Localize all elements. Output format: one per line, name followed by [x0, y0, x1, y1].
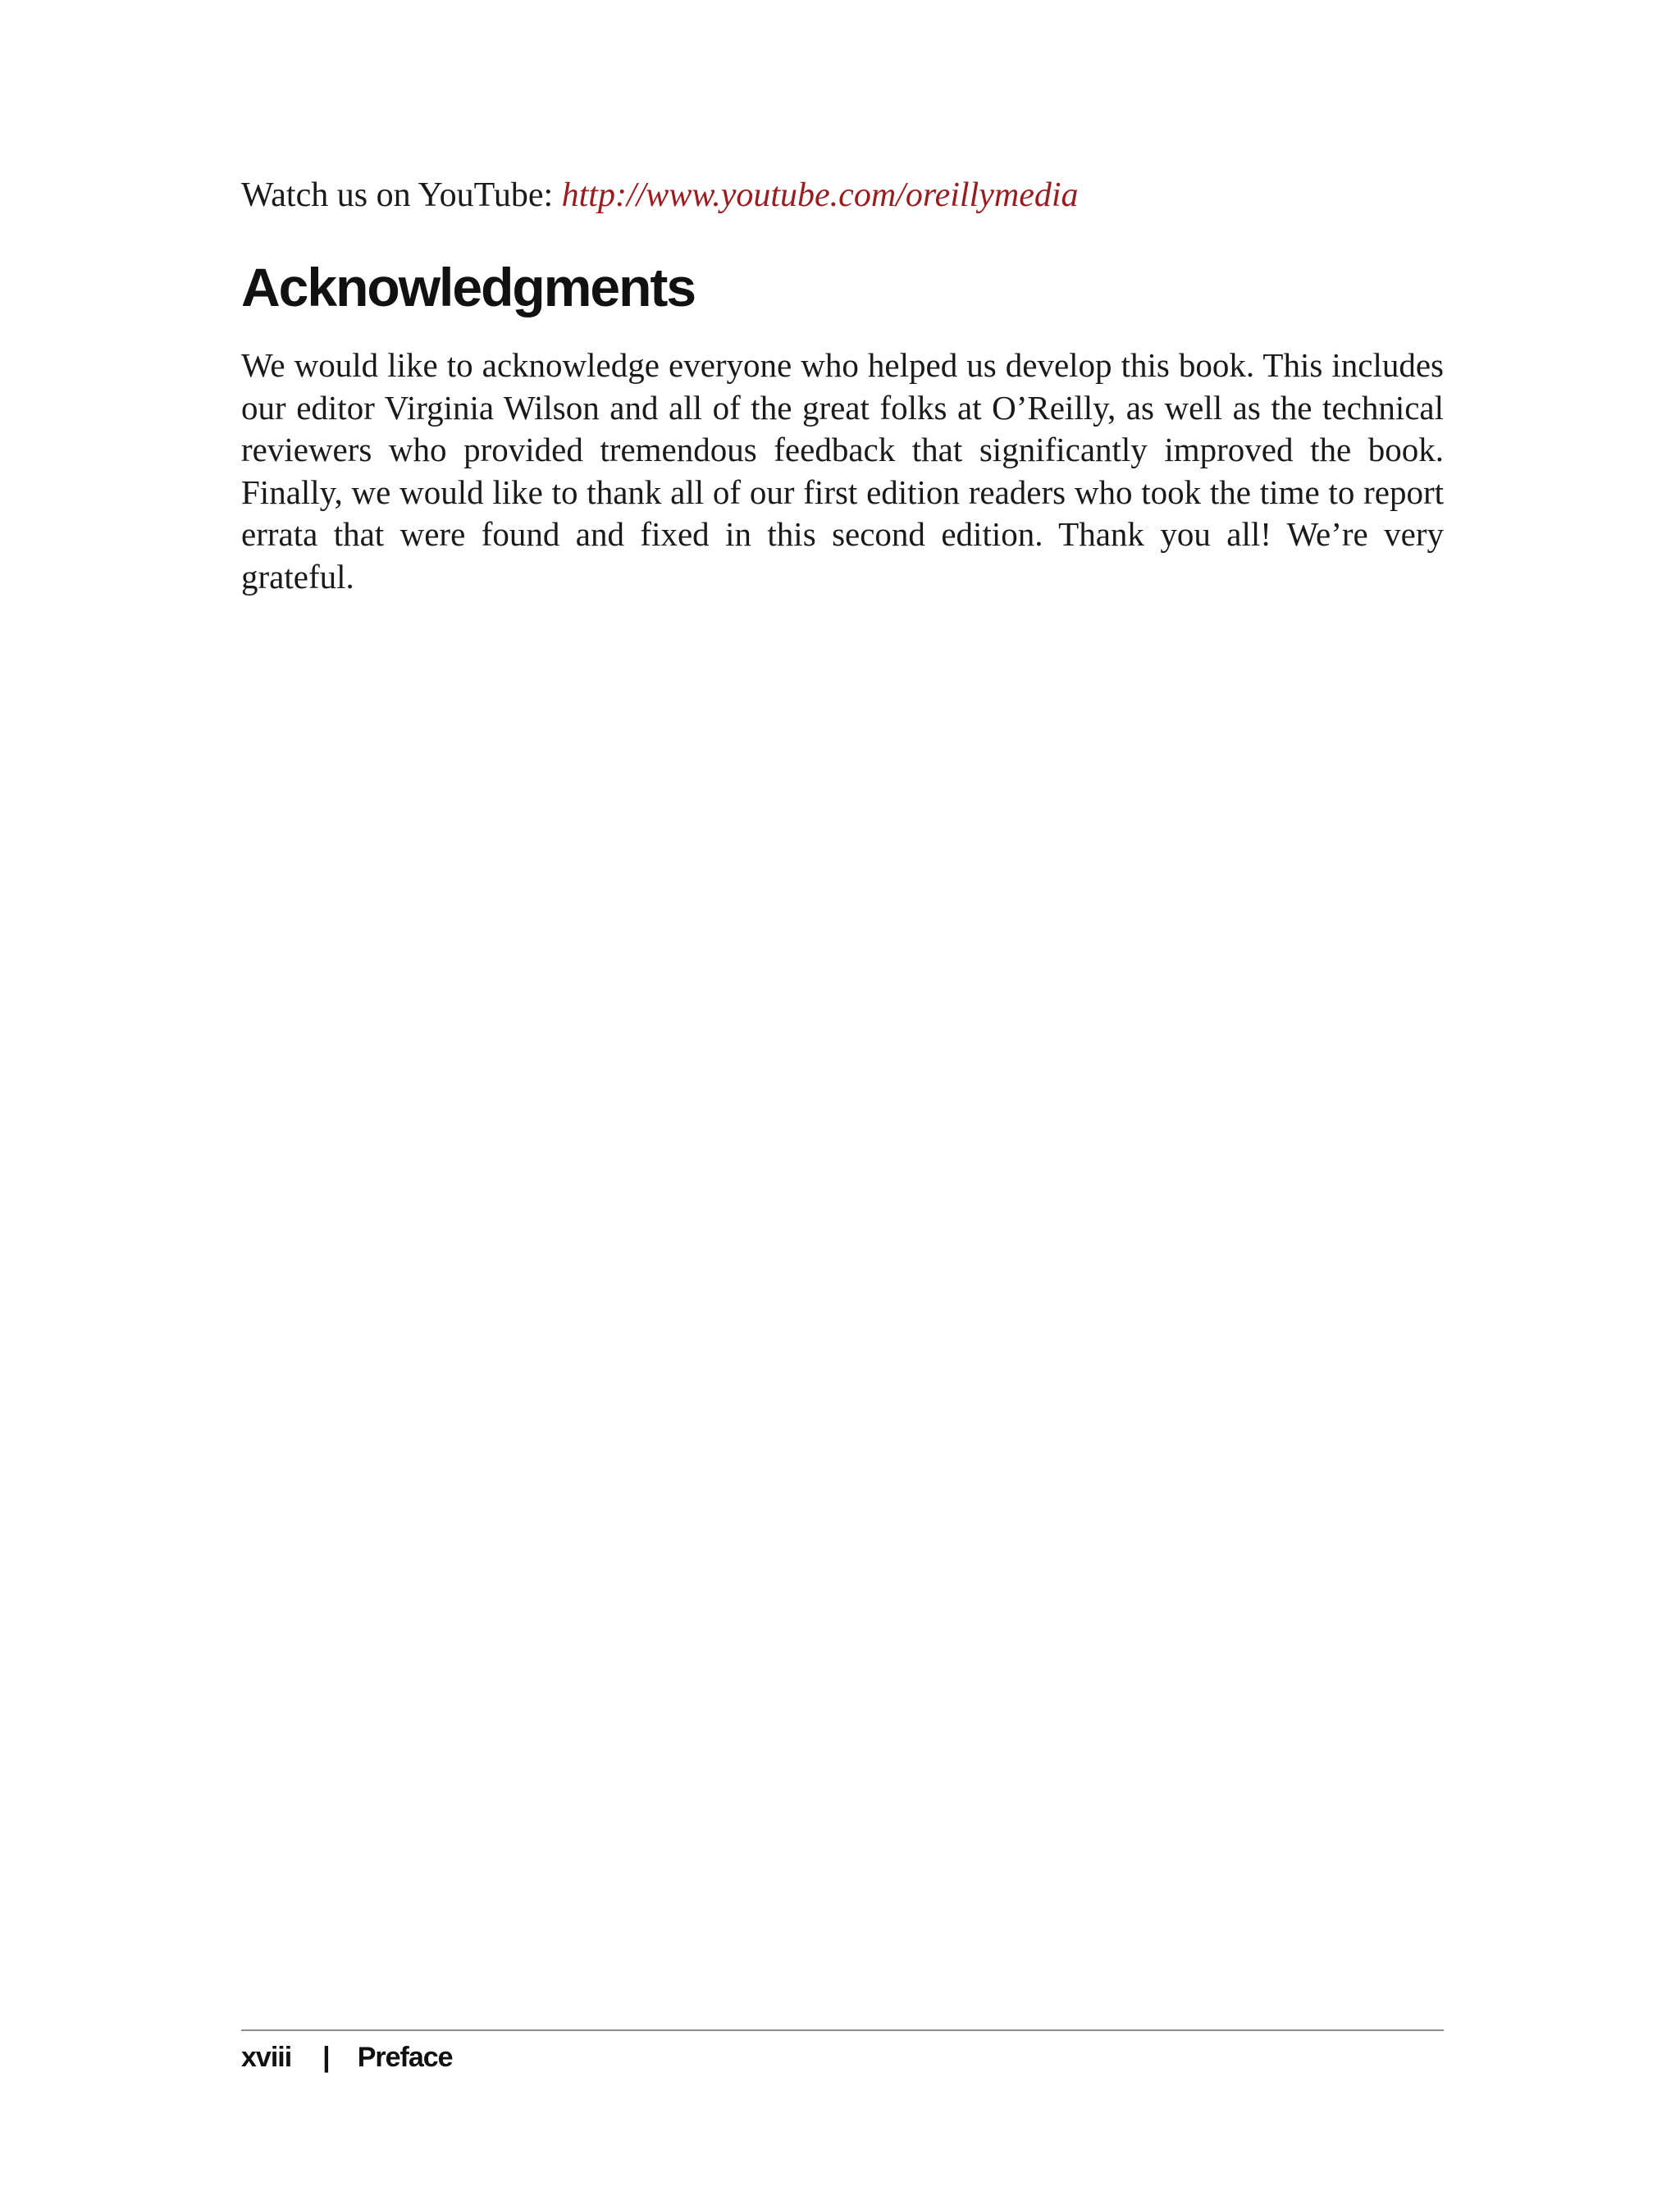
youtube-link[interactable]: http://www.youtube.com/oreillymedia — [561, 176, 1079, 214]
youtube-prefix: Watch us on YouTube: — [241, 176, 562, 214]
book-page — [241, 0, 1444, 2205]
acknowledgments-paragraph: We would like to acknowledge everyone who helped us develop this book. This includes our editor Virginia Wilson and all of the great folks at O’Reilly, as well as the technical reviewers who provided tremendous feedback that significantly improved the book. Finally, we would like to thank all of our first edition readers who took the time to report errata that were found and fixed in this second edition. Thank you all! We’re very grateful. — [241, 346, 1444, 596]
acknowledgments-heading: Acknowledgments — [241, 257, 696, 317]
footer-separator: | — [322, 2042, 330, 2073]
page-footer — [241, 2039, 453, 2075]
youtube-contact-line — [241, 174, 1079, 217]
footer-section-title: Preface — [357, 2042, 453, 2073]
footer-divider — [241, 2029, 1444, 2031]
page-number: xviii — [241, 2042, 292, 2073]
